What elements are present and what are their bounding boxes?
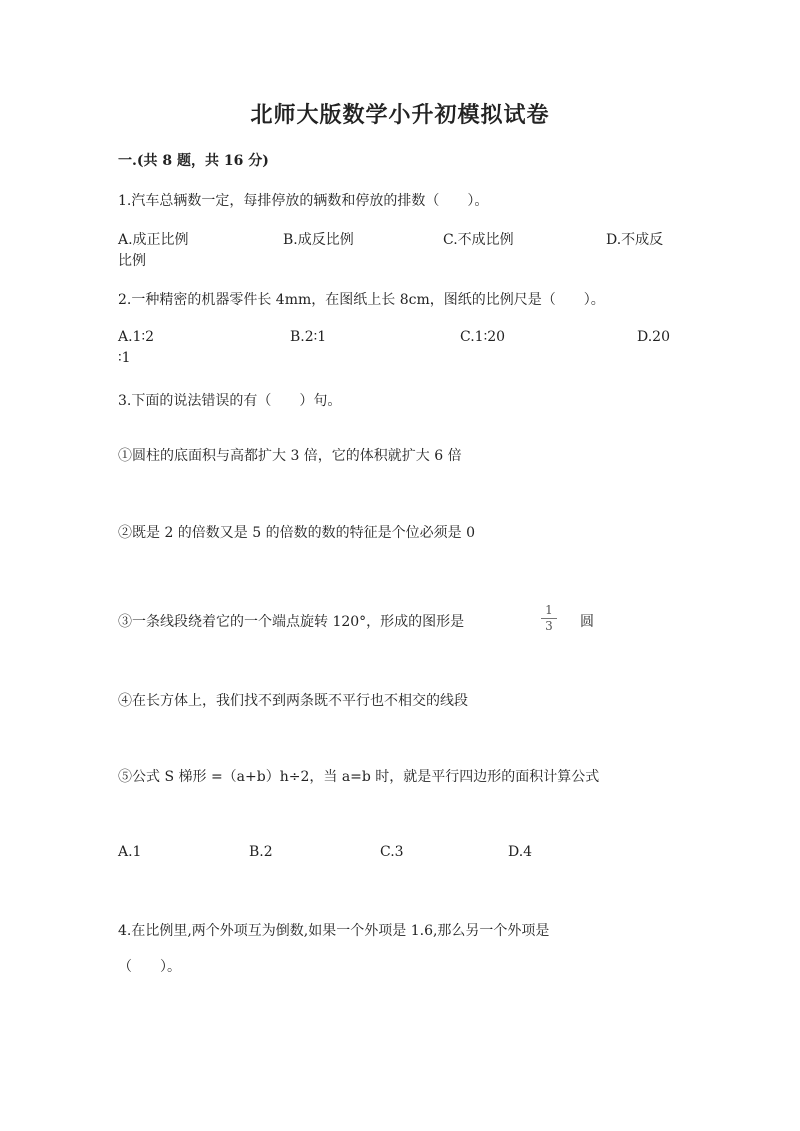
question-3-statement-4: ④在长方体上，我们找不到两条既不平行也不相交的线段 (118, 693, 468, 709)
question-1-option-d: D.不成反 (606, 232, 664, 248)
fraction-numerator: 1 (545, 603, 553, 617)
question-3-option-a: A.1 (118, 844, 142, 860)
page-title: 北师大版数学小升初模拟试卷 (250, 102, 550, 128)
question-2-option-d: D.20 (637, 329, 670, 345)
question-2-stem: 2.一种精密的机器零件长 4mm，在图纸上长 8cm，图纸的比例尺是（ ）。 (118, 292, 605, 308)
question-3-statement-1: ①圆柱的底面积与高都扩大 3 倍，它的体积就扩大 6 倍 (118, 448, 462, 464)
question-3-stem: 3.下面的说法错误的有（ ）句。 (118, 393, 342, 409)
question-1-option-d-wrap: 比例 (118, 253, 146, 269)
question-1-option-b: B.成反比例 (283, 232, 354, 248)
fraction-denominator: 3 (545, 619, 553, 633)
question-1-stem: 1.汽车总辆数一定，每排停放的辆数和停放的排数（ ）。 (118, 193, 489, 209)
question-4-stem-line-1: 4.在比例里,两个外项互为倒数,如果一个外项是 1.6,那么另一个外项是 (118, 923, 550, 939)
question-1-option-a: A.成正比例 (118, 232, 189, 248)
question-3-option-d: D.4 (508, 844, 533, 860)
question-2-option-b: B.2∶1 (290, 329, 327, 345)
question-3-statement-2: ②既是 2 的倍数又是 5 的倍数的数的特征是个位必须是 0 (118, 525, 475, 541)
section-heading: 一.(共 8 题，共 16 分) (118, 153, 269, 169)
question-3-statement-3-tail: 圆 (580, 614, 594, 630)
question-3-option-c: C.3 (380, 844, 404, 860)
question-1-option-c: C.不成比例 (443, 232, 514, 248)
fraction-one-third (541, 604, 557, 633)
question-2-option-c: C.1∶20 (460, 329, 506, 345)
question-2-option-a: A.1∶2 (118, 329, 155, 345)
question-3-statement-5: ⑤公式 S 梯形 =（a+b）h÷2，当 a=b 时，就是平行四边形的面积计算公式 (118, 769, 600, 785)
question-2-option-d-wrap: ∶1 (118, 350, 131, 366)
question-3-statement-3: ③一条线段绕着它的一个端点旋转 120°，形成的图形是 (118, 614, 465, 630)
question-3-option-b: B.2 (249, 844, 273, 860)
question-4-stem-line-2: （ ）。 (118, 959, 181, 975)
